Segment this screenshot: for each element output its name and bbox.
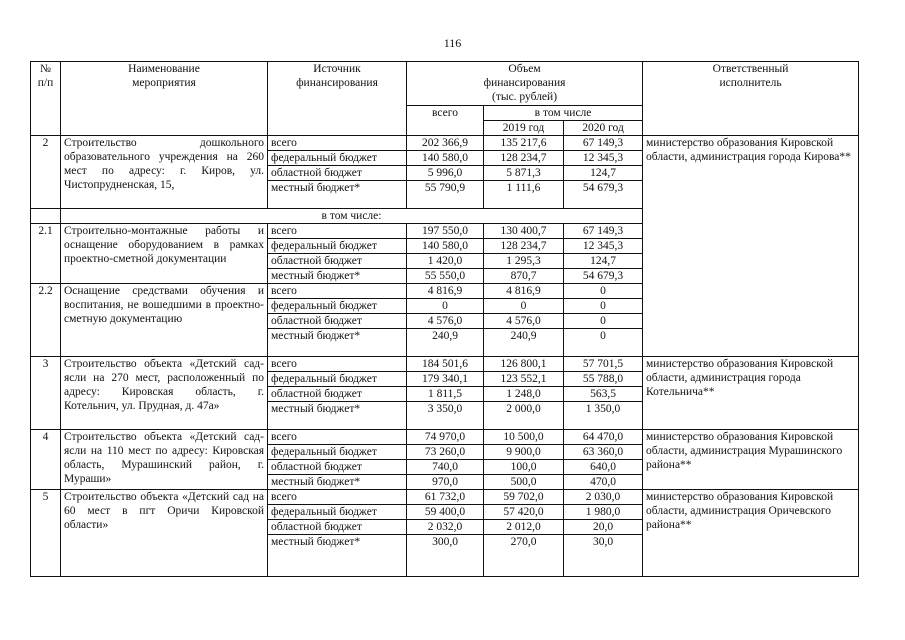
value-total: 73 260,0 — [407, 445, 484, 460]
funding-source: федеральный бюджет — [268, 445, 407, 460]
header-source: Источник финансирования — [268, 62, 407, 136]
funding-source: всего — [268, 136, 407, 151]
funding-source: областной бюджет — [268, 314, 407, 329]
responsible-cell: министерство образования Кировской области, администрация города Кирова** — [643, 136, 859, 209]
funding-source: федеральный бюджет — [268, 372, 407, 387]
funding-source: всего — [268, 224, 407, 239]
header-responsible: Ответственный исполнитель — [643, 62, 859, 136]
value-total: 4 816,9 — [407, 284, 484, 299]
value-total: 140 580,0 — [407, 239, 484, 254]
row-name: Строительно-монтажные работы и оснащение оборудованием в рамках проектно-сметной документации — [61, 224, 268, 284]
funding-source: местный бюджет* — [268, 402, 407, 430]
value-2020: 55 788,0 — [564, 372, 643, 387]
value-total: 970,0 — [407, 475, 484, 490]
page-number: 116 — [443, 36, 462, 50]
row-name: Строительство объекта «Детский сад на 60 мест в пгт Оричи Кировской области» — [61, 490, 268, 577]
value-2019: 135 217,6 — [484, 136, 564, 151]
table-row — [31, 136, 859, 151]
value-total: 140 580,0 — [407, 151, 484, 166]
funding-source: местный бюджет* — [268, 329, 407, 357]
table-row — [31, 284, 859, 299]
value-2020: 0 — [564, 314, 643, 329]
value-2019: 1 248,0 — [484, 387, 564, 402]
funding-source: всего — [268, 284, 407, 299]
value-total: 240,9 — [407, 329, 484, 357]
value-2020: 0 — [564, 299, 643, 314]
value-2020: 640,0 — [564, 460, 643, 475]
value-2020: 67 149,3 — [564, 136, 643, 151]
value-2020: 30,0 — [564, 535, 643, 577]
row-name: Строительство объекта «Детский сад-ясли на 110 мест по адресу: Кировская область, Мурашинский район, г. Мураши» — [61, 430, 268, 490]
row-number: 2.2 — [31, 284, 61, 357]
table-row — [31, 430, 859, 445]
value-total: 1 420,0 — [407, 254, 484, 269]
value-2020: 470,0 — [564, 475, 643, 490]
funding-source: областной бюджет — [268, 254, 407, 269]
value-2020: 124,7 — [564, 254, 643, 269]
value-2019: 870,7 — [484, 269, 564, 284]
responsible-cell — [643, 209, 859, 224]
table-row — [31, 357, 859, 372]
value-2019: 100,0 — [484, 460, 564, 475]
value-2020: 63 360,0 — [564, 445, 643, 460]
table-row — [31, 490, 859, 505]
responsible-cell: министерство образования Кировской области, администрация Оричевского района** — [643, 490, 859, 577]
value-2019: 1 295,3 — [484, 254, 564, 269]
value-2020: 64 470,0 — [564, 430, 643, 445]
value-2019: 59 702,0 — [484, 490, 564, 505]
value-total: 1 811,5 — [407, 387, 484, 402]
funding-source: областной бюджет — [268, 520, 407, 535]
funding-source: областной бюджет — [268, 387, 407, 402]
header-total: всего — [407, 106, 484, 136]
responsible-cell — [643, 284, 859, 357]
value-total: 55 550,0 — [407, 269, 484, 284]
value-2020: 2 030,0 — [564, 490, 643, 505]
value-2019: 0 — [484, 299, 564, 314]
responsible-cell — [643, 224, 859, 284]
row-name: Строительство дошкольного образовательного учреждения на 260 мест по адресу: г. Киров, ул. Чистопрудненская, 15, — [61, 136, 268, 209]
value-2019: 128 234,7 — [484, 151, 564, 166]
value-2019: 2 000,0 — [484, 402, 564, 430]
value-total: 5 996,0 — [407, 166, 484, 181]
value-total: 4 576,0 — [407, 314, 484, 329]
value-total: 74 970,0 — [407, 430, 484, 445]
value-2019: 1 111,6 — [484, 181, 564, 209]
value-2019: 270,0 — [484, 535, 564, 577]
value-total: 202 366,9 — [407, 136, 484, 151]
funding-source: местный бюджет* — [268, 475, 407, 490]
funding-source: всего — [268, 490, 407, 505]
value-2020: 54 679,3 — [564, 269, 643, 284]
value-2019: 123 552,1 — [484, 372, 564, 387]
header-including: в том числе — [484, 106, 643, 121]
value-total: 0 — [407, 299, 484, 314]
value-2020: 124,7 — [564, 166, 643, 181]
value-2019: 10 500,0 — [484, 430, 564, 445]
funding-source: всего — [268, 357, 407, 372]
value-2019: 57 420,0 — [484, 505, 564, 520]
value-2020: 0 — [564, 329, 643, 357]
row-number: 2.1 — [31, 224, 61, 284]
table-row — [31, 224, 859, 239]
value-total: 61 732,0 — [407, 490, 484, 505]
value-total: 179 340,1 — [407, 372, 484, 387]
row-number: 2 — [31, 136, 61, 209]
value-2019: 500,0 — [484, 475, 564, 490]
row-number: 3 — [31, 357, 61, 430]
row-name: Строительство объекта «Детский сад-ясли на 270 мест, расположенный по адресу: Кировская область, г. Котельнич, ул. Прудная, д. 47а» — [61, 357, 268, 430]
funding-source: федеральный бюджет — [268, 505, 407, 520]
header-2020: 2020 год — [564, 121, 643, 136]
header-num: № п/п — [31, 62, 61, 136]
value-2020: 1 980,0 — [564, 505, 643, 520]
financing-table — [30, 61, 859, 577]
header-volume: Объем финансирования (тыс. рублей) — [407, 62, 643, 106]
funding-source: местный бюджет* — [268, 181, 407, 209]
table-row — [31, 209, 859, 224]
value-2019: 126 800,1 — [484, 357, 564, 372]
value-2020: 12 345,3 — [564, 239, 643, 254]
value-total: 300,0 — [407, 535, 484, 577]
funding-source: федеральный бюджет — [268, 151, 407, 166]
row-number — [31, 209, 61, 224]
value-2020: 1 350,0 — [564, 402, 643, 430]
value-total: 2 032,0 — [407, 520, 484, 535]
row-number: 5 — [31, 490, 61, 577]
value-2020: 57 701,5 — [564, 357, 643, 372]
value-total: 184 501,6 — [407, 357, 484, 372]
responsible-cell: министерство образования Кировской области, администрация Мурашинского района** — [643, 430, 859, 490]
funding-source: областной бюджет — [268, 166, 407, 181]
value-2019: 130 400,7 — [484, 224, 564, 239]
value-2020: 0 — [564, 284, 643, 299]
value-2020: 12 345,3 — [564, 151, 643, 166]
header-name: Наименование мероприятия — [61, 62, 268, 136]
funding-source: местный бюджет* — [268, 269, 407, 284]
value-total: 740,0 — [407, 460, 484, 475]
value-total: 59 400,0 — [407, 505, 484, 520]
value-2020: 54 679,3 — [564, 181, 643, 209]
value-2019: 4 816,9 — [484, 284, 564, 299]
value-total: 55 790,9 — [407, 181, 484, 209]
value-2020: 20,0 — [564, 520, 643, 535]
row-subtitle: в том числе: — [61, 209, 643, 224]
funding-source: федеральный бюджет — [268, 299, 407, 314]
responsible-cell: министерство образования Кировской области, администрация города Котельнича** — [643, 357, 859, 430]
value-2020: 67 149,3 — [564, 224, 643, 239]
value-total: 3 350,0 — [407, 402, 484, 430]
funding-source: областной бюджет — [268, 460, 407, 475]
value-2019: 5 871,3 — [484, 166, 564, 181]
value-2019: 128 234,7 — [484, 239, 564, 254]
value-2019: 240,9 — [484, 329, 564, 357]
funding-source: федеральный бюджет — [268, 239, 407, 254]
table-body — [31, 136, 859, 577]
value-2019: 2 012,0 — [484, 520, 564, 535]
value-2019: 9 900,0 — [484, 445, 564, 460]
value-2019: 4 576,0 — [484, 314, 564, 329]
value-2020: 563,5 — [564, 387, 643, 402]
row-number: 4 — [31, 430, 61, 490]
header-2019: 2019 год — [484, 121, 564, 136]
value-total: 197 550,0 — [407, 224, 484, 239]
funding-source: местный бюджет* — [268, 535, 407, 577]
row-name: Оснащение средствами обучения и воспитания, не вошедшими в проектно-сметную документацию — [61, 284, 268, 357]
funding-source: всего — [268, 430, 407, 445]
